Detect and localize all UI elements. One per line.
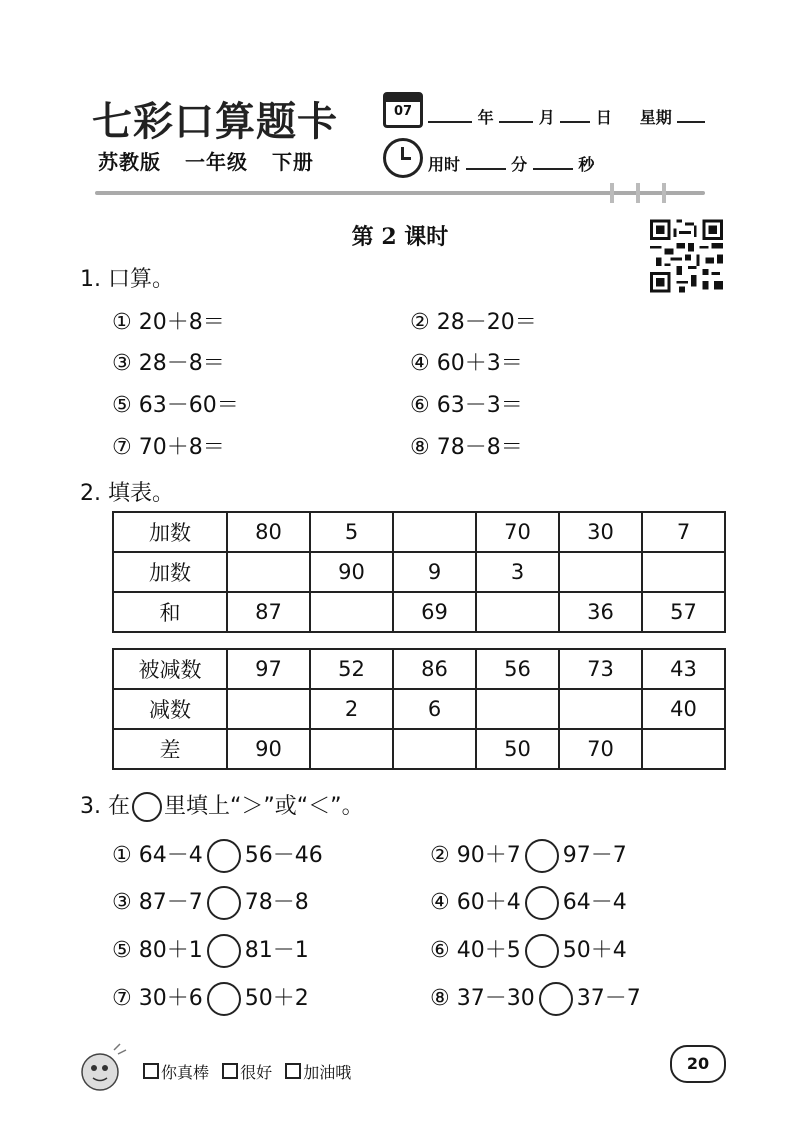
arith-item <box>410 305 537 336</box>
table-cell[interactable] <box>559 689 642 729</box>
table-cell[interactable] <box>642 729 725 769</box>
time-used-label: 用时 <box>428 155 461 174</box>
item-expression: 63－60＝ <box>138 393 239 418</box>
table-cell[interactable]: 57 <box>642 592 725 632</box>
day-label: 日 <box>595 108 612 127</box>
compare-left: 80＋1 <box>138 938 203 963</box>
table-cell[interactable]: 80 <box>227 512 310 552</box>
item-number: ④ <box>430 890 450 915</box>
arith-item <box>112 305 225 336</box>
edition-grade: 一年级 <box>184 150 248 174</box>
section2-title: 2. 填表。 <box>80 481 174 506</box>
table-row <box>113 689 725 729</box>
answer-circle[interactable] <box>525 886 559 920</box>
table-cell[interactable]: 50 <box>476 729 559 769</box>
item-number: ⑤ <box>112 938 132 963</box>
table-row <box>113 552 725 592</box>
calendar-icon-text: 07 <box>393 104 413 119</box>
table-cell[interactable]: 9 <box>393 552 476 592</box>
rating-checkbox[interactable] <box>143 1063 159 1079</box>
item-number: ⑥ <box>410 393 430 418</box>
rating-label: 加油哦 <box>303 1063 352 1082</box>
edition-volume: 下册 <box>271 150 314 174</box>
table-cell[interactable] <box>476 689 559 729</box>
table-cell[interactable]: 56 <box>476 649 559 689</box>
table-row <box>113 729 725 769</box>
item-number: ⑤ <box>112 393 132 418</box>
rating-label: 很好 <box>240 1063 273 1082</box>
compare-item <box>430 838 627 873</box>
addition-table <box>112 511 726 633</box>
table-cell[interactable]: 87 <box>227 592 310 632</box>
year-blank[interactable] <box>428 107 472 123</box>
seconds-blank[interactable] <box>533 154 573 170</box>
table-cell[interactable]: 40 <box>642 689 725 729</box>
arith-item <box>410 430 523 461</box>
item-number: ④ <box>410 351 430 376</box>
compare-item <box>112 933 309 968</box>
table-cell[interactable] <box>310 729 393 769</box>
date-row <box>428 105 705 128</box>
table-cell[interactable]: 2 <box>310 689 393 729</box>
table-cell[interactable]: 3 <box>476 552 559 592</box>
mascot-icon <box>74 1038 130 1094</box>
table-cell: 加数 <box>113 512 227 552</box>
compare-left: 60＋4 <box>456 890 521 915</box>
seconds-label: 秒 <box>578 155 595 174</box>
compare-item <box>430 981 641 1016</box>
rating-label: 你真棒 <box>161 1063 210 1082</box>
table-row <box>113 512 725 552</box>
table-cell[interactable]: 5 <box>310 512 393 552</box>
table-cell: 减数 <box>113 689 227 729</box>
table-cell[interactable]: 30 <box>559 512 642 552</box>
lesson-title: 第 2 课时 <box>351 224 449 250</box>
compare-right: 97－7 <box>562 843 627 868</box>
table-cell: 被减数 <box>113 649 227 689</box>
table-cell[interactable]: 43 <box>642 649 725 689</box>
circle-blank-icon <box>132 792 162 822</box>
item-expression: 28－8＝ <box>138 351 225 376</box>
item-number: ③ <box>112 890 132 915</box>
divider-mark <box>636 183 640 203</box>
weekday-label: 星期 <box>639 108 672 127</box>
compare-right: 56－46 <box>244 843 323 868</box>
table-cell[interactable]: 52 <box>310 649 393 689</box>
table-cell[interactable]: 7 <box>642 512 725 552</box>
arith-item <box>112 430 225 461</box>
compare-right: 37－7 <box>576 986 641 1011</box>
section3-title <box>80 789 364 822</box>
table-cell[interactable]: 70 <box>559 729 642 769</box>
section3-title-prefix: 3. 在 <box>80 794 130 819</box>
item-expression: 70＋8＝ <box>138 435 225 460</box>
table-cell[interactable] <box>227 552 310 592</box>
arith-item <box>112 388 239 419</box>
table-cell[interactable] <box>642 552 725 592</box>
day-blank[interactable] <box>560 107 590 123</box>
item-expression: 28－20＝ <box>436 310 537 335</box>
table-row <box>113 592 725 632</box>
compare-right: 50＋2 <box>244 986 309 1011</box>
item-number: ⑦ <box>112 435 132 460</box>
table-cell[interactable]: 6 <box>393 689 476 729</box>
answer-circle[interactable] <box>525 934 559 968</box>
edition-publisher: 苏教版 <box>98 150 161 174</box>
compare-left: 40＋5 <box>456 938 521 963</box>
compare-item <box>112 838 323 873</box>
rating-row <box>143 1060 351 1083</box>
minutes-label: 分 <box>511 155 528 174</box>
item-expression: 20＋8＝ <box>138 310 225 335</box>
item-number: ⑥ <box>430 938 450 963</box>
answer-circle[interactable] <box>207 934 241 968</box>
item-number: ⑦ <box>112 986 132 1011</box>
table-cell[interactable] <box>476 592 559 632</box>
section3-title-suffix: 里填上“＞”或“＜”。 <box>163 794 364 819</box>
compare-item <box>430 933 627 968</box>
compare-item <box>112 885 309 920</box>
item-number: ③ <box>112 351 132 376</box>
qr-code-icon[interactable] <box>650 218 723 294</box>
divider-mark <box>662 183 666 203</box>
arith-item <box>112 346 225 377</box>
minutes-blank[interactable] <box>466 154 506 170</box>
compare-item <box>430 885 627 920</box>
compare-right: 64－4 <box>562 890 627 915</box>
table-cell[interactable] <box>393 729 476 769</box>
answer-circle[interactable] <box>207 839 241 873</box>
answer-circle[interactable] <box>525 839 559 873</box>
compare-left: 64－4 <box>138 843 203 868</box>
compare-left: 37－30 <box>456 986 535 1011</box>
answer-circle[interactable] <box>539 982 573 1016</box>
item-number: ② <box>410 310 430 335</box>
month-blank[interactable] <box>499 107 533 123</box>
page-number: 20 <box>670 1045 726 1083</box>
table-cell[interactable]: 90 <box>310 552 393 592</box>
item-expression: 60＋3＝ <box>436 351 523 376</box>
rating-checkbox[interactable] <box>222 1063 238 1079</box>
brand-title: 七彩口算题卡 <box>92 98 338 145</box>
item-number: ② <box>430 843 450 868</box>
table-cell[interactable]: 97 <box>227 649 310 689</box>
subtraction-table <box>112 648 726 770</box>
month-label: 月 <box>538 108 555 127</box>
compare-left: 87－7 <box>138 890 203 915</box>
answer-circle[interactable] <box>207 982 241 1016</box>
compare-item <box>112 981 309 1016</box>
item-number: ① <box>112 843 132 868</box>
table-cell: 加数 <box>113 552 227 592</box>
clock-icon <box>383 138 423 178</box>
item-number: ① <box>112 310 132 335</box>
table-cell: 差 <box>113 729 227 769</box>
item-expression: 63－3＝ <box>436 393 523 418</box>
table-cell: 和 <box>113 592 227 632</box>
arith-item <box>410 346 523 377</box>
edition-label <box>98 146 330 175</box>
table-cell[interactable]: 90 <box>227 729 310 769</box>
arith-item <box>410 388 523 419</box>
compare-right: 50＋4 <box>562 938 627 963</box>
table-cell[interactable] <box>227 689 310 729</box>
compare-right: 81－1 <box>244 938 309 963</box>
table-cell[interactable] <box>559 552 642 592</box>
compare-right: 78－8 <box>244 890 309 915</box>
table-cell[interactable]: 86 <box>393 649 476 689</box>
answer-circle[interactable] <box>207 886 241 920</box>
item-expression: 78－8＝ <box>436 435 523 460</box>
calendar-icon <box>383 92 423 128</box>
weekday-blank[interactable] <box>677 107 705 123</box>
table-cell[interactable]: 70 <box>476 512 559 552</box>
rating-checkbox[interactable] <box>285 1063 301 1079</box>
item-number: ⑧ <box>430 986 450 1011</box>
table-cell[interactable]: 36 <box>559 592 642 632</box>
table-row <box>113 649 725 689</box>
section1-title: 1. 口算。 <box>80 267 174 292</box>
table-cell[interactable] <box>310 592 393 632</box>
compare-left: 30＋6 <box>138 986 203 1011</box>
divider-mark <box>610 183 614 203</box>
time-row <box>428 152 594 175</box>
table-cell[interactable]: 69 <box>393 592 476 632</box>
table-cell[interactable]: 73 <box>559 649 642 689</box>
compare-left: 90＋7 <box>456 843 521 868</box>
year-label: 年 <box>477 108 494 127</box>
item-number: ⑧ <box>410 435 430 460</box>
table-cell[interactable] <box>393 512 476 552</box>
